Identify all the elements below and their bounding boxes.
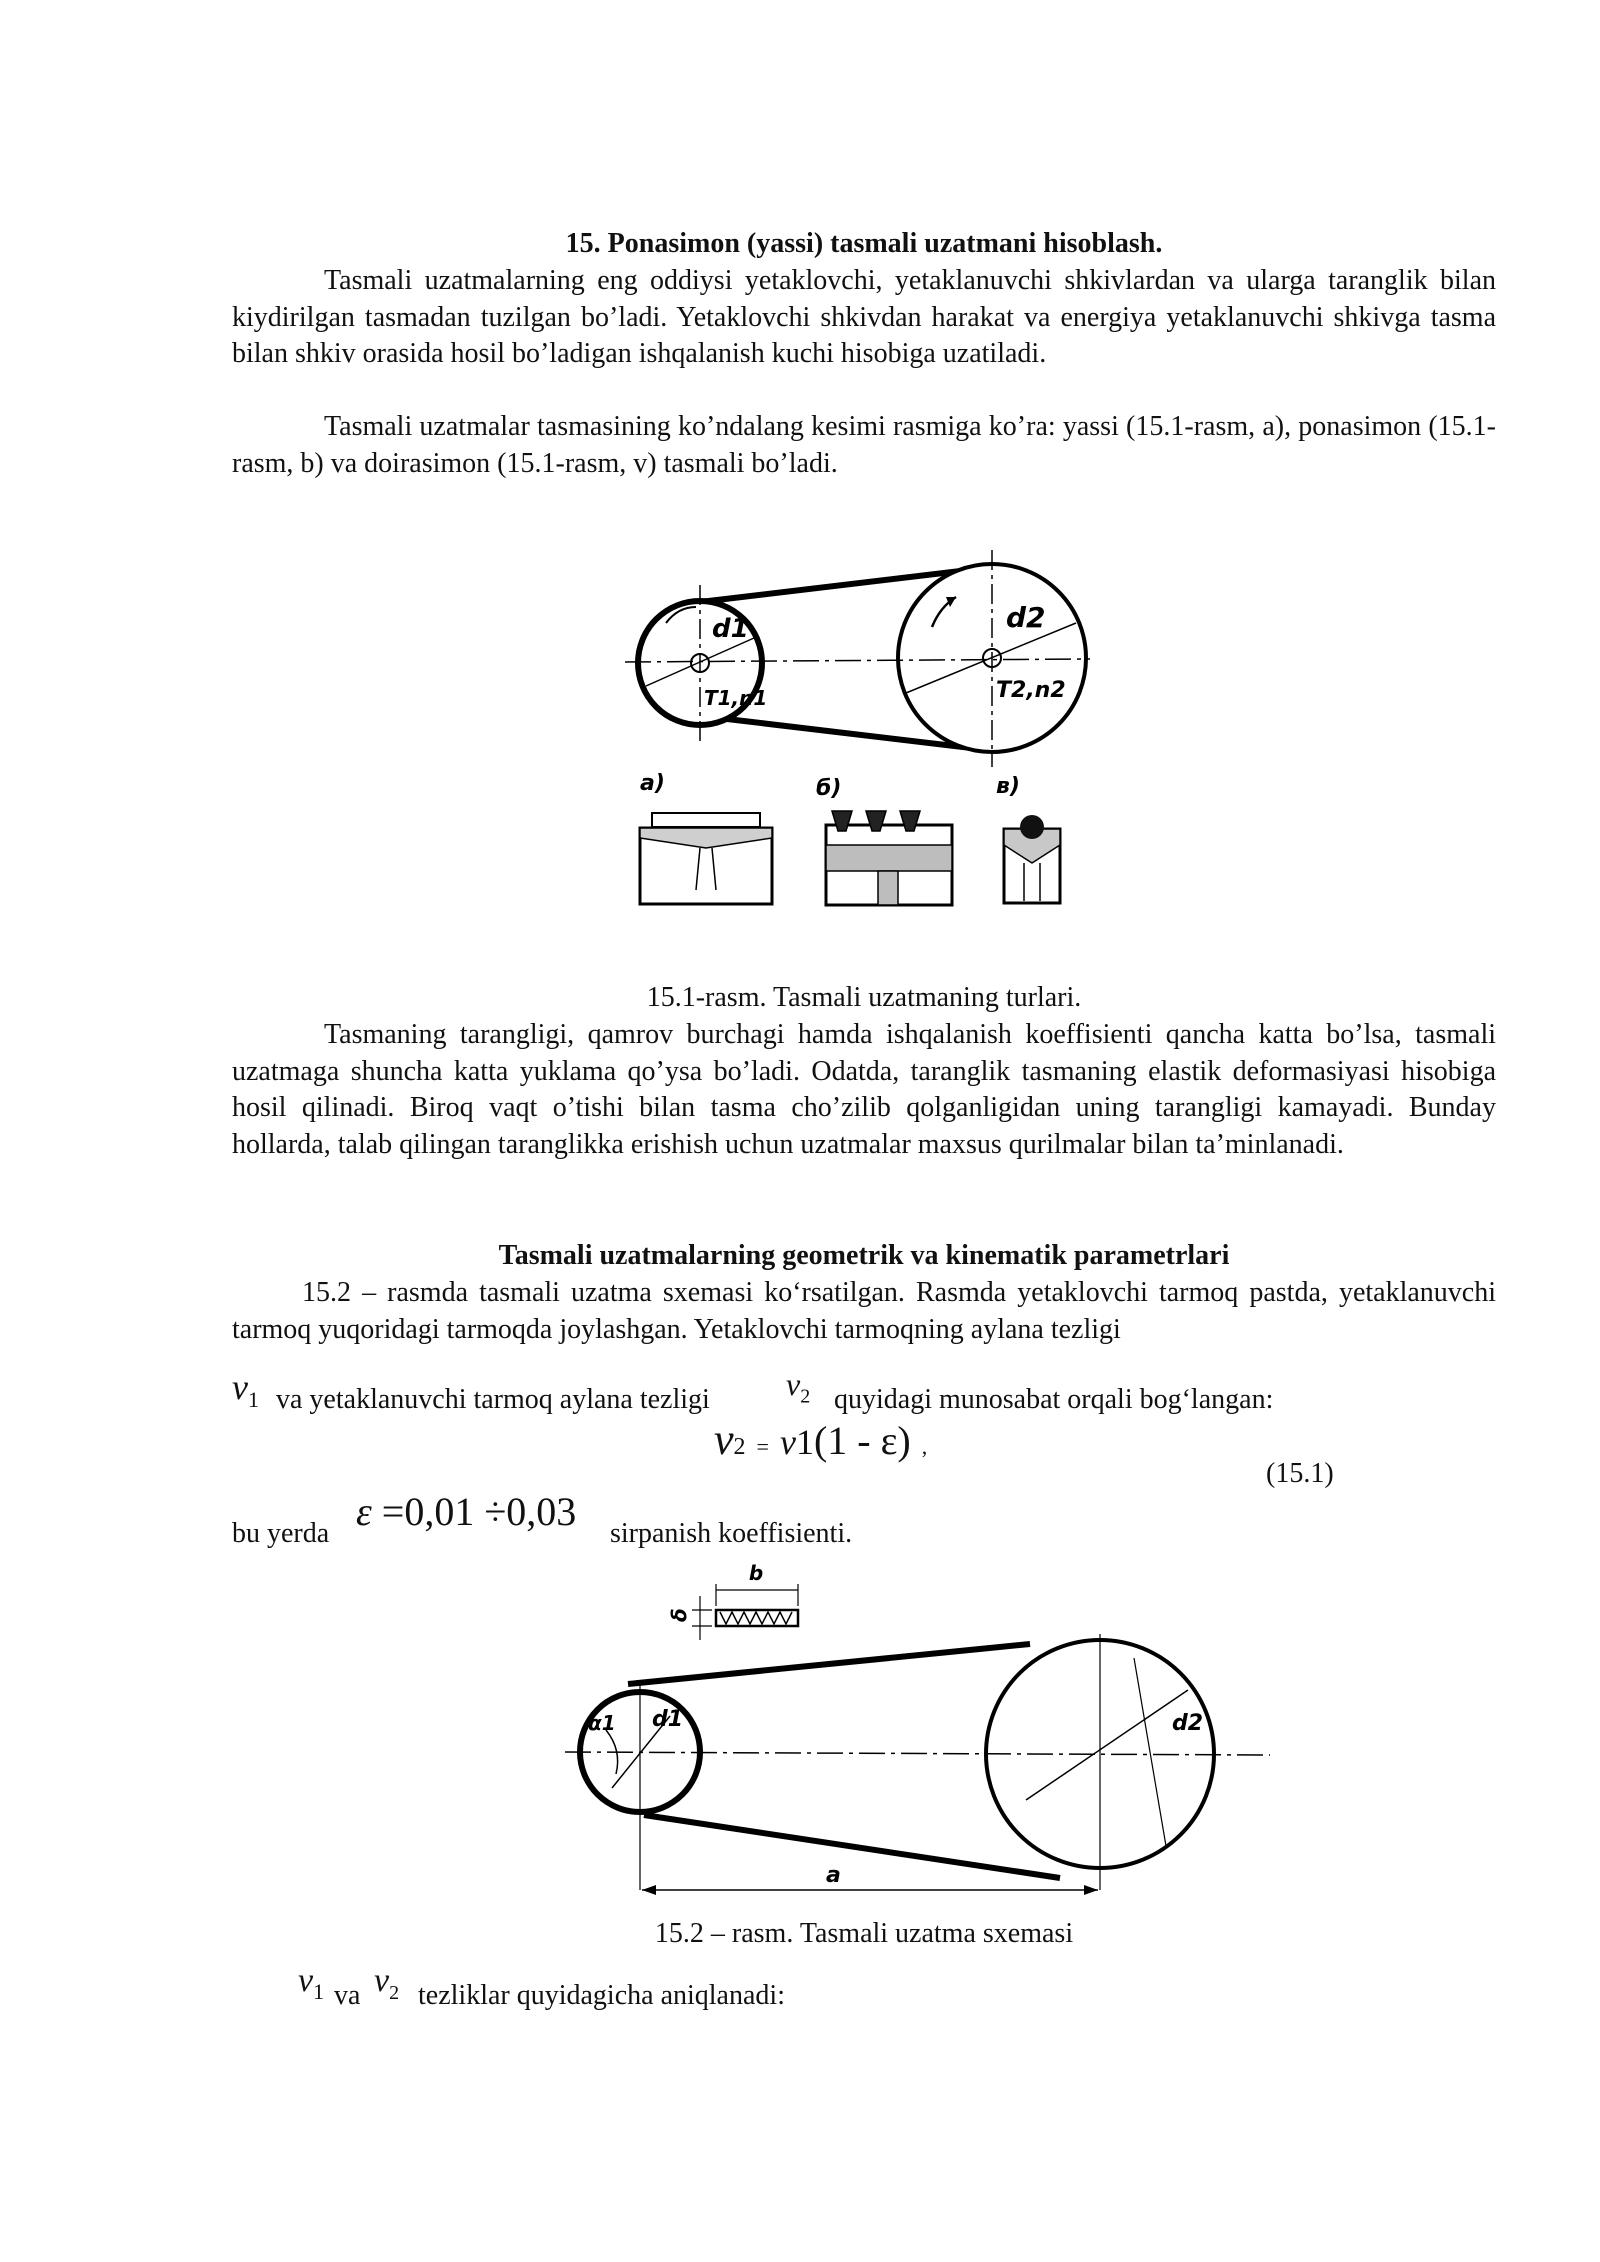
label-d2: d2 [1006, 601, 1046, 634]
label-section-a: a) [640, 771, 665, 796]
paragraph-intro: Tasmali uzatmalarning eng oddiysi yetaklovchi, yetaklanuvchi shkivlardan va ularga taranglik bilan kiydirilgan tasmadan tuzilgan bo’ladi. Yetaklovchi shkivdan harakat va energiya yetaklanuvchi shkivga tasma bilan shkiv orasida hosil bo’ladigan ishqalanish kuchi hisobiga uzatiladi. [232, 265, 1496, 369]
bu-yerda-prefix: bu yerda [232, 1518, 330, 1549]
label-a: a [826, 1863, 841, 1888]
line-end-text: quyidagi munosabat orqali bog‘langan: [834, 1384, 1274, 1415]
symbol-v1: $v_1$ [232, 1367, 259, 1413]
label-section-b: б) [816, 776, 842, 801]
paragraph-tension: Tasmaning tarangligi, qamrov burchagi hamda ishqalanish koeffisienti qancha katta bo’lsa, tasmali uzatmaga shuncha katta yuklama qo’ysa bo’ladi. Odatda, taranglik tasmaning elastik deformasiyasi hisobiga hosil qilinadi. Biroq vaqt o’tishi bilan tasma cho’zilib qolganligidan uning tarangligi kamayadi. Bunday hollarda, talab qilingan taranglikka erishish uchun uzatmalar maxsus qurilmalar bilan ta’minlanadi. [232, 1019, 1496, 1160]
label-d1: d1 [652, 1707, 684, 1732]
label-t2n2: T2,n2 [996, 678, 1066, 703]
slip-coefficient-expression: ε =0,01 ÷0,03 [356, 1489, 577, 1534]
figure-belt-drive-scheme [560, 1560, 1320, 1940]
figure-belt-drive-types [620, 545, 1100, 925]
paragraph-scheme: 15.2 – rasmda tasmali uzatma sxemasi ko‘rsatilgan. Rasmda yetaklovchi tarmoq pastda, yetaklanuvchi tarmoq yuqoridagi tarmoqda joylashgan. Yetaklovchi tarmoqning aylana tezligi [232, 1277, 1496, 1345]
section-flat-belt [640, 813, 772, 904]
label-d2: d2 [1172, 1711, 1204, 1736]
symbol-v2: $v_2$ [786, 1366, 811, 1408]
section-v-belt [826, 811, 952, 905]
label-alpha1: α1 [588, 1711, 616, 1735]
label-b: b [748, 1561, 764, 1585]
label-delta: δ [667, 1608, 691, 1622]
formula-number: (15.1) [1266, 1458, 1334, 1489]
section-title: 15. Ponasimon (yassi) tasmali uzatmani hisoblash. [565, 228, 1163, 259]
formula-15-1: v2 = v1(1 - ε) , [714, 1415, 928, 1464]
bu-yerda-suffix: sirpanish koeffisienti. [610, 1518, 853, 1549]
last-symbol-v1: $v_1$ [298, 1962, 325, 2004]
last-symbol-v2: $v_2$ [374, 1962, 400, 2004]
figure1-caption: 15.1-rasm. Tasmali uzatmaning turlari. [646, 982, 1082, 1013]
last-va: va [334, 1980, 361, 2011]
last-line-text: tezliklar quyidagicha aniqlanadi: [418, 1980, 785, 2011]
label-t1n1: T1,n1 [704, 686, 768, 710]
section-round-belt [1004, 815, 1060, 903]
label-section-v: в) [996, 774, 1020, 799]
belt-cross-section [667, 1561, 798, 1640]
line-mid-text: va yetaklanuvchi tarmoq aylana tezligi [276, 1384, 710, 1415]
figure2-caption: 15.2 – rasm. Tasmali uzatma sxemasi [654, 1918, 1074, 1949]
paragraph-belt-types: Tasmali uzatmalar tasmasining ko’ndalang kesimi rasmiga ko’ra: yassi (15.1-rasm, a), ponasimon (15.1-rasm, b) va doirasimon (15.1-rasm, v) tasmali bo’ladi. [232, 411, 1496, 479]
label-d1: d1 [712, 614, 749, 644]
subsection-title: Tasmali uzatmalarning geometrik va kinematik parametrlari [498, 1240, 1230, 1271]
